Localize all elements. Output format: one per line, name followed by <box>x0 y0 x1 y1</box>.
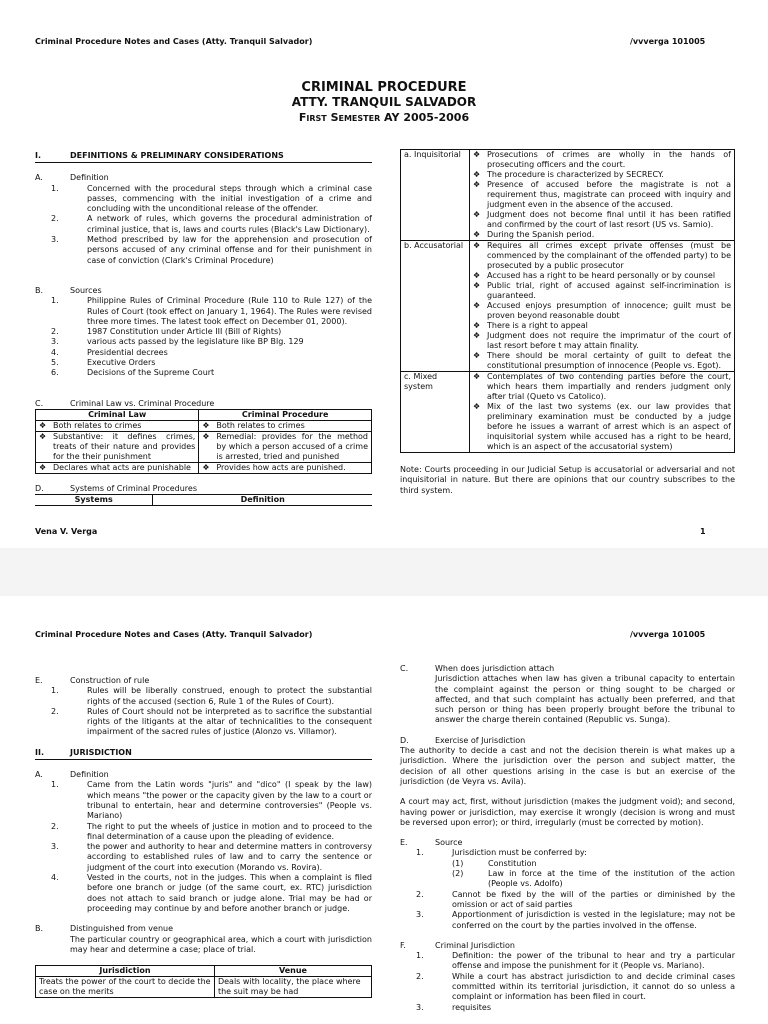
table-row: ❖ Substantive: it defines crimes, treats of their nature and provides for the their punishment ❖ Remedial: provides for the method by which a person accused of a crime is arrested, tried and punished <box>36 431 372 462</box>
paragraph: A court may act, first, without jurisdiction (makes the judgment void); and second, having power or jurisdiction, may exercise it wrongly (decision is wrong and must be reversed upon error); or third, irregularly (must be corrected by motion). <box>400 797 735 827</box>
diamond-bullet-icon: ❖ <box>473 150 481 159</box>
diamond-bullet-icon: ❖ <box>39 420 47 430</box>
diamond-bullet-icon: ❖ <box>473 230 481 239</box>
subsection-heading: C. When does jurisdiction attach <box>400 664 555 673</box>
page-2 <box>0 596 768 1024</box>
list-item: 1. Came from the Latin words "juris" and "dico" (I speak by the law) which means "the power or the capacity given by the law to a court or tribunal to entertain, hear and determine controversies" (People vs. Mariano) <box>51 780 372 821</box>
subsection-heading: E. Construction of rule <box>35 676 150 685</box>
subsection-heading: A. Definition <box>35 770 109 780</box>
diamond-bullet-icon: ❖ <box>473 301 481 310</box>
running-header-id: /vvverga 101005 <box>630 37 706 46</box>
table-row: b. Accusatorial ❖ Requires all crimes except private offenses (must be commenced by the complainant of the offended party) to be prosecuted by a public prosecutor ❖ Accused has a right to be heard personally or by counsel ❖ Public trial, right of accused against self-incrimination is guaranteed. ❖ Accused enjoys presumption of innocence; guilt must be proven beyond reasonable doubt ❖ There is a right to appeal ❖ Judgment does not require the imprimatur of the court of last resort before t may attain finality. ❖ There should be moral certainty of guilt to defeat the constitutional presumption of innocence (People vs. Egot). <box>401 241 735 372</box>
title-line-1: CRIMINAL PROCEDURE <box>301 80 467 95</box>
sub-list-item: (2) Law in force at the time of the institution of the action (People vs. Adolfo) <box>452 869 735 889</box>
list-item: 2. Cannot be fixed by the will of the parties or diminished by the omission or act of said parties <box>416 889 735 909</box>
subsection-label: A. <box>35 173 43 183</box>
list-item: 3. Apportionment of jurisdiction is vested in the legislature; may not be conferred on the court by the parties involved in the offense. <box>416 910 735 930</box>
diamond-bullet-icon: ❖ <box>473 281 481 290</box>
section-title: DEFINITIONS & PRELIMINARY CONSIDERATIONS <box>70 151 284 160</box>
diamond-bullet-icon: ❖ <box>473 210 481 219</box>
list-item: 1. Philippine Rules of Criminal Procedure (Rule 110 to Rule 127) of the Rules of Court (took effect on January 1, 1964). The Rules were revised three more times. The latest took effect on December 01, 2000). <box>51 296 372 326</box>
diamond-bullet-icon: ❖ <box>473 402 481 411</box>
system-name: b. Accusatorial <box>401 241 470 372</box>
running-header-id: /vvverga 101005 <box>630 630 706 639</box>
list-item: 3. Method prescribed by law for the apprehension and prosecution of persons accused of any criminal offense and for their punishment in case of conviction (Clark's Criminal Procedure) <box>51 235 372 265</box>
page-gap <box>0 548 768 596</box>
diamond-bullet-icon: ❖ <box>39 462 47 472</box>
diamond-bullet-icon: ❖ <box>473 170 481 179</box>
list-item: 1. Rules will be liberally construed, enough to protect the substantial rights of the accused (section 6, Rule 1 of the Rules of Court). <box>51 686 372 706</box>
diamond-bullet-icon: ❖ <box>473 331 481 340</box>
systems-table-header: Systems Definition <box>35 494 372 506</box>
list-item: 3. requisites <box>416 1002 492 1012</box>
title-line-3: First Semester AY 2005-2006 <box>298 111 470 124</box>
table-header: Jurisdiction <box>36 966 215 977</box>
table-header: Criminal Procedure <box>199 409 372 420</box>
diamond-bullet-icon: ❖ <box>473 271 481 280</box>
table-row: c. Mixed system ❖ Contemplates of two contending parties before the court, which hears them impartially and renders judgment only after trial (Queto vs Catolico). ❖ Mix of the last two systems (ex. our law provides that preliminary examination must be conducted by a judge before he issues a warrant of arrest which is an aspect of inquisitorial system while accused has a right to be heard, which is an aspect of the accusatorial system) <box>401 372 735 453</box>
page-1-left-column <box>35 151 372 506</box>
paragraph: The particular country or geographical area, which a court with jurisdiction may hear and determine a case; place of trial. <box>70 934 372 954</box>
table-row: ❖ Both relates to crimes ❖ Both relates to crimes <box>36 420 372 431</box>
jurisdiction-vs-venue-table <box>35 965 372 998</box>
table-header: Venue <box>214 966 371 977</box>
table-row: Treats the power of the court to decide the case on the merits Deals with locality, the place where the suit may be had <box>36 977 372 998</box>
systems-table <box>400 149 735 453</box>
list-item: 4. Presidential decrees <box>51 347 168 357</box>
diamond-bullet-icon: ❖ <box>202 431 210 441</box>
list-item: 3. various acts passed by the legislature like BP Blg. 129 <box>51 337 304 347</box>
subsection-heading: B. Sources <box>35 285 102 295</box>
list-item: 5. Executive Orders <box>51 358 156 368</box>
diamond-bullet-icon: ❖ <box>202 462 210 472</box>
page-2-right-column <box>400 664 735 1013</box>
list-item: 2. While a court has abstract jurisdiction to and decide criminal cases committed within its territorial jurisdiction, it cannot do so unless a complaint or information has been filed in court. <box>416 971 735 1002</box>
table-header: Criminal Law <box>36 409 199 420</box>
sub-list-item: (1) Constitution <box>452 858 537 868</box>
list-item: 6. Decisions of the Supreme Court <box>51 368 215 378</box>
section-heading: II. JURISDICTION <box>35 748 372 760</box>
page-1-right-column <box>400 149 735 496</box>
paragraph: Jurisdiction attaches when law has given a tribunal capacity to entertain the complaint against the person or thing sought to be charged or affected, and that such complaint has actually been preferred, and that such person or thing has been properly brought before the tribunal to answer the charge therein contained (Republic vs. Sunga). <box>435 674 735 725</box>
system-name: a. Inquisitorial <box>401 150 470 241</box>
list-item: 1. Jurisdiction must be conferred by: <box>416 848 587 858</box>
running-header-title: Criminal Procedure Notes and Cases (Atty. Tranquil Salvador) <box>35 37 313 46</box>
section-number: I. <box>35 151 42 160</box>
diamond-bullet-icon: ❖ <box>473 351 481 360</box>
list-item: 1. Definition: the power of the tribunal to hear and try a particular offense and impose the punishment for it (People vs. Mariano). <box>416 951 735 971</box>
table-row: ❖ Declares what acts are punishable ❖ Provides how acts are punished. <box>36 462 372 473</box>
list-item: 3. the power and authority to hear and determine matters in controversy according to established rules of law and to carry the sentence or judgment of the court into execution (Morando vs. Rovira). <box>51 842 372 872</box>
system-name: c. Mixed system <box>401 372 470 453</box>
title-line-2: ATTY. TRANQUIL SALVADOR <box>291 95 477 109</box>
subsection-heading: F. Criminal Jurisdiction <box>400 940 515 950</box>
list-item: 2. A network of rules, which governs the procedural administration of criminal justice, that is, laws and courts rules (Black's Law Dictionary). <box>51 214 372 234</box>
subsection-heading <box>35 173 372 183</box>
list-item: 2. The right to put the wheels of justice in motion and to proceed to the final determination of a cause upon the pleading of evidence. <box>51 821 372 841</box>
list-item: 2. 1987 Constitution under Article III (Bill of Rights) <box>51 327 282 337</box>
subsection-heading: D. Systems of Criminal Procedures <box>35 483 198 493</box>
diamond-bullet-icon: ❖ <box>473 180 481 189</box>
table-row: a. Inquisitorial ❖ Prosecutions of crimes are wholly in the hands of prosecuting officers and the court. ❖ The procedure is characterized by SECRECY. ❖ Presence of accused before the magistrate is not a requirement thus, magistrate can proceed with inquiry and judgment even in the absence of the accused. ❖ Judgment does not become final until it has been ratified and confirmed by the court of last resort (US vs. Samio). ❖ During the Spanish period. <box>401 150 735 241</box>
document-title <box>0 80 768 125</box>
paragraph: The authority to decide a cast and not the decision therein is what makes up a jurisdiction. Where the jurisdiction over the person and subject matter, the decision of all other questions arising in the case is but an exercise of the jurisdiction (de Veyra vs. Avila). <box>400 746 735 786</box>
section-heading <box>35 151 372 163</box>
footer-author: Vena V. Verga <box>35 527 98 536</box>
page-number: 1 <box>700 527 706 536</box>
subsection-heading: C. Criminal Law vs. Criminal Procedure <box>35 398 215 408</box>
list-item: 4. Vested in the courts, not in the judges. This when a complaint is filed before one branch or judge (of the same court, ex. RTC) jurisdiction does not attach to said branch or judge alone. Trial may be had or proceeding may continue by and before another branch or judge. <box>51 873 372 913</box>
running-header-title: Criminal Procedure Notes and Cases (Atty. Tranquil Salvador) <box>35 630 313 639</box>
subsection-heading: E. Source <box>400 838 463 848</box>
list-item: 1. Concerned with the procedural steps through which a criminal case passes, commencing with the initial investigation of a crime and concluding with the unconditional release of the offender. <box>51 183 372 214</box>
diamond-bullet-icon: ❖ <box>202 420 210 430</box>
diamond-bullet-icon: ❖ <box>473 241 481 250</box>
subsection-heading: D. Exercise of Jurisdiction <box>400 735 526 745</box>
diamond-bullet-icon: ❖ <box>473 321 481 330</box>
list-item: 2. Rules of Court should not be interpreted as to sacrifice the substantial rights of the litigants at the altar of technicalities to the consequent impairment of the sacred rules of justice (Alonzo vs. Villamor). <box>51 706 372 737</box>
subsection-title: Definition <box>70 173 109 183</box>
diamond-bullet-icon: ❖ <box>39 431 47 441</box>
law-vs-procedure-table <box>35 409 372 474</box>
subsection-heading: B. Distinguished from venue <box>35 924 174 934</box>
diamond-bullet-icon: ❖ <box>473 372 481 381</box>
page-2-left-column <box>35 676 372 998</box>
note-paragraph: Note: Courts proceeding in our Judicial Setup is accusatorial or adversarial and not inquisitorial in nature. But there are opinions that our country subscribes to the third system. <box>400 465 735 495</box>
